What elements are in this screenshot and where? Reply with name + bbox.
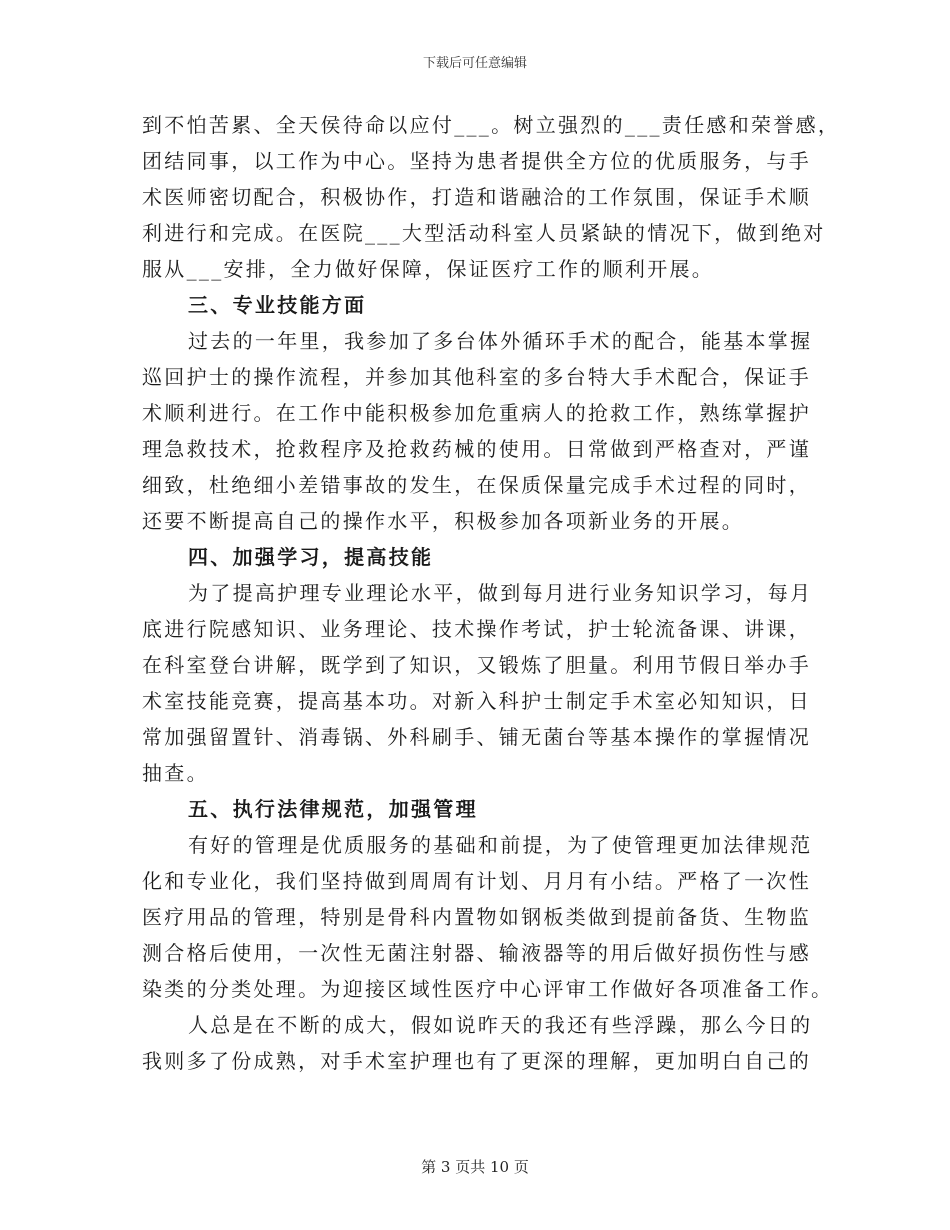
text-line: 还要不断提高自己的操作水平，积极参加各项新业务的开展。 [142, 509, 745, 533]
text-line: 服从___安排，全力做好保障，保证医疗工作的顺利开展。 [142, 257, 715, 281]
text-line: 到不怕苦累、全天侯待命以应付___。树立强烈的___责任感和荣誉感， [142, 113, 841, 137]
text-line: 团结同事，以工作为中心。坚持为患者提供全方位的优质服务，与手 [142, 149, 811, 173]
text-line: 细致，杜绝细小差错事故的发生，在保质保量完成手术过程的同时， [142, 473, 811, 497]
page-footer: 第 3 页共 10 页 [421, 1158, 529, 1176]
text-line: 术室技能竞赛，提高基本功。对新入科护士制定手术室必知知识，日 [142, 689, 811, 713]
text-line: 我则多了份成熟，对手术室护理也有了更深的理解，更加明白自己的 [142, 1049, 811, 1073]
text-line: 测合格后使用，一次性无菌注射器、输液器等的用后做好损伤性与感 [142, 941, 811, 965]
text-line: 化和专业化，我们坚持做到周周有计划、月月有小结。严格了一次性 [142, 869, 811, 893]
text-line: 染类的分类处理。为迎接区域性医疗中心评审工作做好各项准备工作。 [142, 977, 834, 1001]
text-line: 有好的管理是优质服务的基础和前提，为了使管理更加法律规范 [188, 833, 813, 857]
text-line: 常加强留置针、消毒锅、外科刷手、铺无菌台等基本操作的掌握情况 [142, 725, 811, 749]
text-line: 术顺利进行。在工作中能积极参加危重病人的抢救工作，熟练掌握护 [142, 401, 811, 425]
text-line: 医疗用品的管理，特别是骨科内置物如钢板类做到提前备货、生物监 [142, 905, 811, 929]
text-line: 在科室登台讲解，既学到了知识，又锻炼了胆量。利用节假日举办手 [142, 653, 811, 677]
page-header: 下载后可任意编辑 [422, 56, 527, 71]
section-heading: 四、加强学习，提高技能 [188, 545, 434, 569]
text-line: 为了提高护理专业理论水平，做到每月进行业务知识学习，每月 [188, 581, 813, 605]
section-heading: 五、执行法律规范，加强管理 [188, 797, 478, 821]
text-line: 抽查。 [142, 761, 209, 785]
text-line: 理急救技术，抢救程序及抢救药械的使用。日常做到严格查对，严谨 [142, 437, 811, 461]
text-line: 利进行和完成。在医院___大型活动科室人员紧缺的情况下，做到绝对 [142, 221, 826, 245]
section-heading: 三、专业技能方面 [188, 293, 367, 317]
text-line: 巡回护士的操作流程，并参加其他科室的多台特大手术配合，保证手 [142, 365, 811, 389]
text-line: 底进行院感知识、业务理论、技术操作考试，护士轮流备课、讲课， [142, 617, 811, 641]
text-line: 术医师密切配合，积极协作，打造和谐融洽的工作氛围，保证手术顺 [142, 185, 811, 209]
text-line: 过去的一年里，我参加了多台体外循环手术的配合，能基本掌握 [188, 329, 813, 353]
document-body [142, 107, 841, 1079]
text-line: 人总是在不断的成大，假如说昨天的我还有些浮躁，那么今日的 [188, 1013, 813, 1037]
